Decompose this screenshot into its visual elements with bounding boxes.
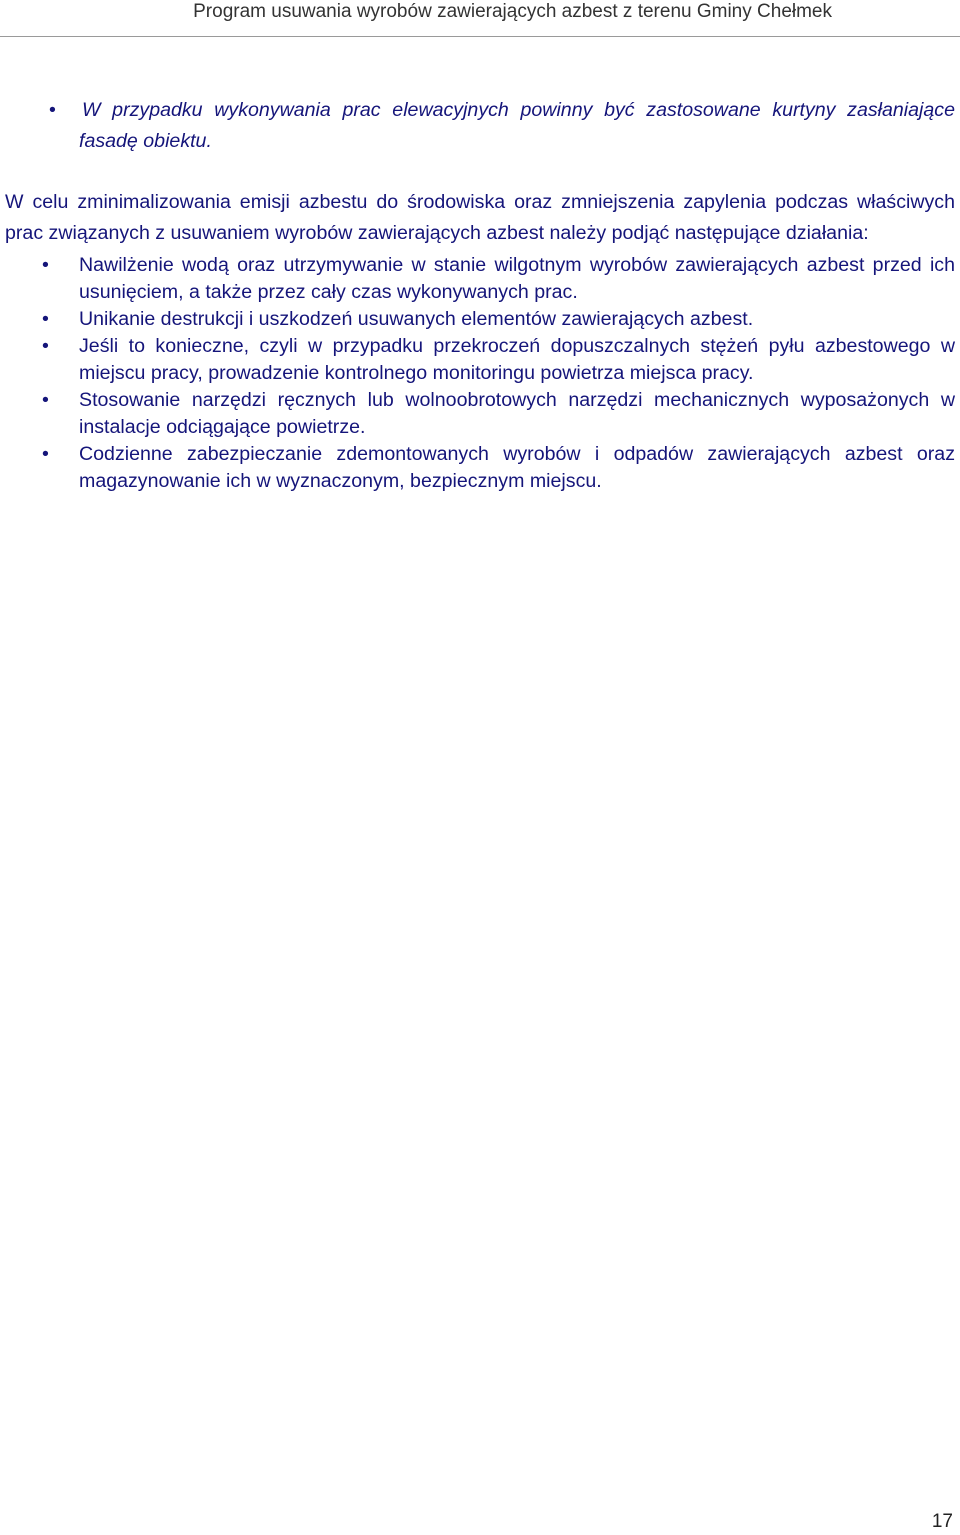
bullet-icon: • — [42, 254, 49, 276]
list-item-text: Codzienne zabezpieczanie zdemontowanych wyrobów i odpadów zawierających azbest oraz magazynowanie ich w wyznaczonym, bezpiecznym miejscu. — [79, 443, 955, 492]
document-body — [5, 95, 955, 495]
list-item-text: Stosowanie narzędzi ręcznych lub wolnoobrotowych narzędzi mechanicznych wyposażonych w instalacje odciągające powietrze. — [79, 389, 955, 438]
list-item — [5, 95, 955, 157]
list-item — [5, 252, 955, 306]
list-item — [5, 441, 955, 495]
bullet-icon: • — [42, 443, 49, 465]
list-item-text: W przypadku wykonywania prac elewacyjnych powinny być zastosowane kurtyny zasłaniające fasadę obiektu. — [79, 99, 955, 152]
bullet-list-facade — [5, 95, 955, 157]
page-number: 17 — [931, 1511, 953, 1532]
list-item-text: Unikanie destrukcji i uszkodzeń usuwanych elementów zawierających azbest. — [79, 308, 754, 330]
header-title: Program usuwania wyrobów zawierających azbest z terenu Gminy Chełmek — [193, 1, 832, 22]
bullet-icon: • — [42, 389, 49, 411]
bullet-list-actions — [5, 252, 955, 495]
bullet-icon: • — [42, 308, 49, 330]
page-header — [0, 0, 960, 37]
list-item — [5, 387, 955, 441]
list-item-text: Jeśli to konieczne, czyli w przypadku przekroczeń dopuszczalnych stężeń pyłu azbestowego w miejscu pracy, prowadzenie kontrolnego monitoringu powietrza miejsca pracy. — [79, 335, 955, 384]
list-item-text: Nawilżenie wodą oraz utrzymywanie w stanie wilgotnym wyrobów zawierających azbest przed ich usunięciem, a także przez cały czas wykonywanych prac. — [79, 254, 955, 303]
bullet-icon: • — [42, 335, 49, 357]
intro-paragraph: W celu zminimalizowania emisji azbestu do środowiska oraz zmniejszenia zapylenia podczas właściwych prac związanych z usuwaniem wyrobów zawierających azbest należy podjąć następujące działania: — [5, 191, 955, 244]
list-item — [5, 333, 955, 387]
bullet-icon: • — [49, 99, 56, 121]
list-item — [5, 306, 955, 333]
